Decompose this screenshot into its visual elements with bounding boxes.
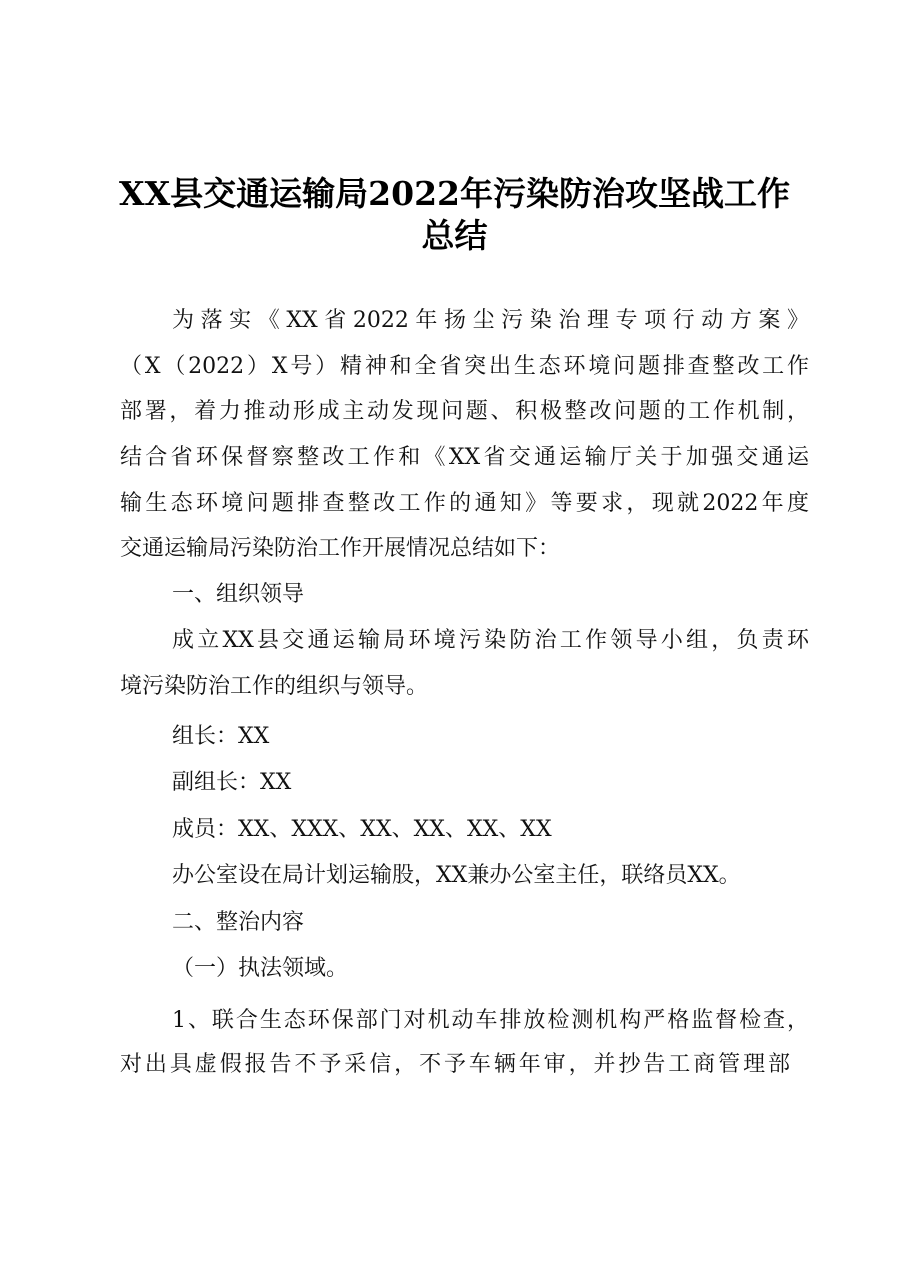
office-line: 办公室设在局计划运输股，XX兼办公室主任，联络员XX。 [172,863,741,888]
paragraph-line: 结合省环保督察整改工作和《XX省交通运输厅关于加强交通运 [120,445,809,470]
document-title-line-2: 总结 [421,216,488,255]
paragraph-line: 输生态环境问题排查整改工作的通知》等要求，现就2022年度 [120,491,809,516]
subsection-heading: （一）执法领域。 [172,956,349,981]
paragraph-line: （X（2022）X号）精神和全省突出生态环境问题排查整改工作 [120,354,809,379]
paragraph-line: 对出具虚假报告不予采信，不予车辆年审，并抄告工商管理部 [120,1052,790,1077]
deputy-leader-line: 副组长：XX [172,770,292,795]
paragraph-line: 成立XX县交通运输局环境污染防治工作领导小组，负责环 [172,628,809,653]
paragraph-line: 境污染防治工作的组织与领导。 [120,674,429,699]
section-heading: 二、整治内容 [172,910,305,935]
section-heading: 一、组织领导 [172,582,305,607]
paragraph-line: 为落实《XX省2022年扬尘污染治理专项行动方案》 [172,308,809,333]
paragraph-line: 部署，着力推动形成主动发现问题、积极整改问题的工作机制， [120,399,809,424]
paragraph-line: 1、联合生态环保部门对机动车排放检测机构严格监督检查， [172,1008,809,1033]
members-line: 成员：XX、XXX、XX、XX、XX、XX [172,817,552,842]
paragraph-line: 交通运输局污染防治工作开展情况总结如下： [120,536,561,561]
document-title-line-1: XX县交通运输局2022年污染防治攻坚战工作 [118,174,791,213]
leader-line: 组长：XX [172,724,270,749]
